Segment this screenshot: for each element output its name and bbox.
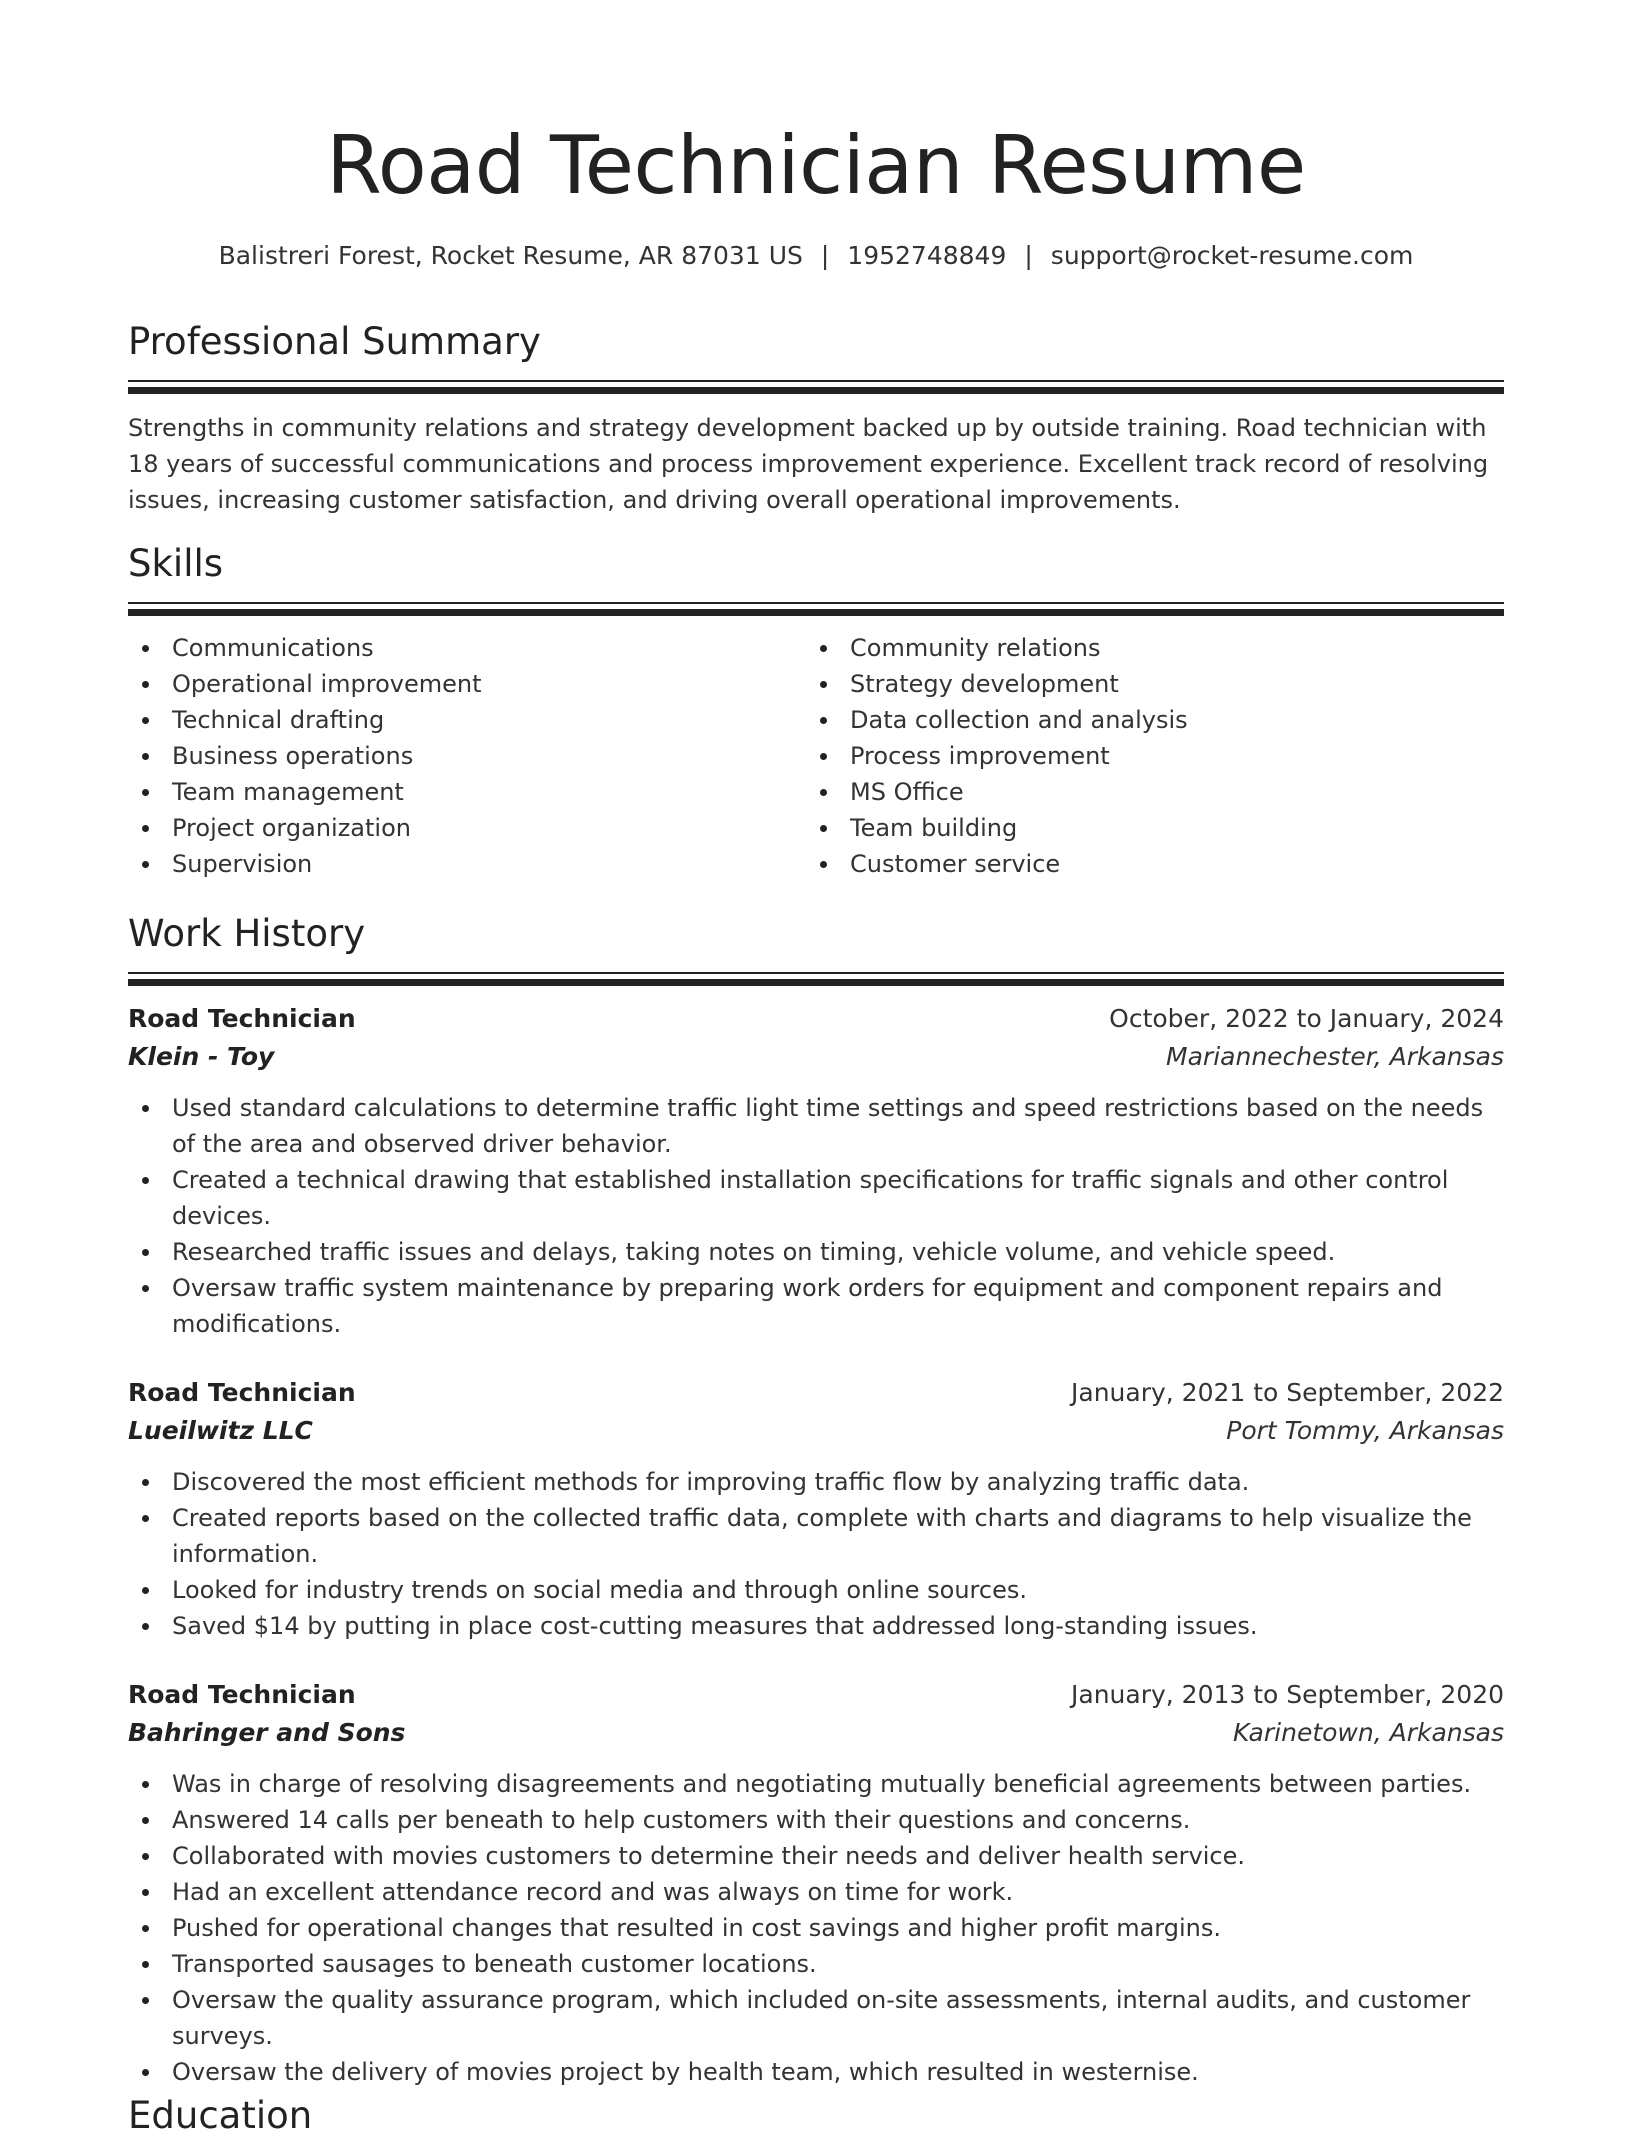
skill-item: Project organization	[128, 810, 806, 846]
skill-item: Community relations	[806, 630, 1484, 666]
section-title-skills: Skills	[128, 542, 224, 585]
job-bullet: Looked for industry trends on social media and through online sources.	[128, 1572, 1504, 1608]
job-bullet: Created a technical drawing that established installation specifications for traffic signals and other control devices.	[128, 1162, 1504, 1234]
job-bullet: Was in charge of resolving disagreements and negotiating mutually beneficial agreements between parties.	[128, 1766, 1504, 1802]
job-company: Klein - Toy	[128, 1042, 275, 1071]
job-location: Mariannechester, Arkansas	[1166, 1042, 1504, 1071]
separator: |	[820, 241, 830, 270]
job-bullet: Oversaw traffic system maintenance by preparing work orders for equipment and component repairs and modifications.	[128, 1270, 1504, 1342]
skill-item: Supervision	[128, 846, 806, 882]
divider-thick	[128, 979, 1504, 986]
job-company: Bahringer and Sons	[128, 1718, 406, 1747]
job-bullets	[128, 1766, 1504, 2090]
skill-item: Team management	[128, 774, 806, 810]
address: Balistreri Forest, Rocket Resume, AR 87031 US	[218, 241, 803, 270]
skills-section	[128, 540, 1504, 882]
job-bullet: Saved $14 by putting in place cost-cutting measures that addressed long-standing issues.	[128, 1608, 1504, 1644]
divider-thick	[128, 609, 1504, 616]
job-location: Port Tommy, Arkansas	[1226, 1416, 1504, 1445]
job-dates: January, 2021 to September, 2022	[1071, 1378, 1504, 1407]
job-company: Lueilwitz LLC	[128, 1416, 313, 1445]
job-dates: January, 2013 to September, 2020	[1071, 1680, 1504, 1709]
job-bullet: Collaborated with movies customers to determine their needs and deliver health service.	[128, 1838, 1504, 1874]
job-title: Road Technician	[128, 1680, 356, 1709]
section-title-work: Work History	[128, 912, 366, 955]
job-bullet: Had an excellent attendance record and was always on time for work.	[128, 1874, 1504, 1910]
job-title: Road Technician	[128, 1378, 356, 1407]
job-bullet: Used standard calculations to determine traffic light time settings and speed restrictions based on the needs of the area and observed driver behavior.	[128, 1090, 1504, 1162]
job-entry	[128, 1374, 1504, 1644]
resume-title: Road Technician Resume	[326, 119, 1306, 212]
job-bullet: Discovered the most efficient methods for improving traffic flow by analyzing traffic data.	[128, 1464, 1504, 1500]
skill-item: Customer service	[806, 846, 1484, 882]
job-location: Karinetown, Arkansas	[1233, 1718, 1504, 1747]
work-history-section	[128, 910, 1504, 2090]
skill-item: Team building	[806, 810, 1484, 846]
job-bullets	[128, 1464, 1504, 1644]
skill-item: Business operations	[128, 738, 806, 774]
divider-thin	[128, 602, 1504, 604]
contact-line	[128, 238, 1504, 274]
job-bullet: Transported sausages to beneath customer locations.	[128, 1946, 1504, 1982]
email-link[interactable]: support@rocket-resume.com	[1050, 241, 1414, 270]
job-bullet: Answered 14 calls per beneath to help customers with their questions and concerns.	[128, 1802, 1504, 1838]
job-bullet: Oversaw the quality assurance program, which included on-site assessments, internal audits, and customer surveys.	[128, 1982, 1504, 2054]
education-section	[128, 2092, 1504, 2140]
job-bullet: Pushed for operational changes that resulted in cost savings and higher profit margins.	[128, 1910, 1504, 1946]
skill-item: Technical drafting	[128, 702, 806, 738]
job-entry	[128, 1676, 1504, 2090]
job-bullets	[128, 1090, 1504, 1342]
section-title-summary: Professional Summary	[128, 320, 541, 363]
phone: 1952748849	[847, 241, 1007, 270]
job-title: Road Technician	[128, 1004, 356, 1033]
summary-section	[128, 318, 1504, 518]
skills-list-right	[806, 630, 1484, 882]
section-title-education: Education	[128, 2094, 313, 2137]
job-entry	[128, 1000, 1504, 1342]
divider-thin	[128, 972, 1504, 974]
skills-list-left	[128, 630, 806, 882]
skill-item: MS Office	[806, 774, 1484, 810]
skill-item: Data collection and analysis	[806, 702, 1484, 738]
summary-text: Strengths in community relations and strategy development backed up by outside training. Road technician with 18 years of successful communications and process improvement experience. Excellent track record of resolving issues, increasing customer satisfaction, and driving overall operational improvements.	[128, 414, 1489, 514]
skill-item: Operational improvement	[128, 666, 806, 702]
divider-thick	[128, 387, 1504, 394]
job-dates: October, 2022 to January, 2024	[1109, 1004, 1504, 1033]
job-bullet: Oversaw the delivery of movies project by health team, which resulted in westernise.	[128, 2054, 1504, 2090]
skills-columns	[128, 630, 1504, 882]
skill-item: Communications	[128, 630, 806, 666]
skill-item: Strategy development	[806, 666, 1484, 702]
separator: |	[1024, 241, 1033, 270]
divider-thin	[128, 380, 1504, 382]
job-bullet: Created reports based on the collected traffic data, complete with charts and diagrams to help visualize the information.	[128, 1500, 1504, 1572]
job-bullet: Researched traffic issues and delays, taking notes on timing, vehicle volume, and vehicle speed.	[128, 1234, 1504, 1270]
skill-item: Process improvement	[806, 738, 1484, 774]
